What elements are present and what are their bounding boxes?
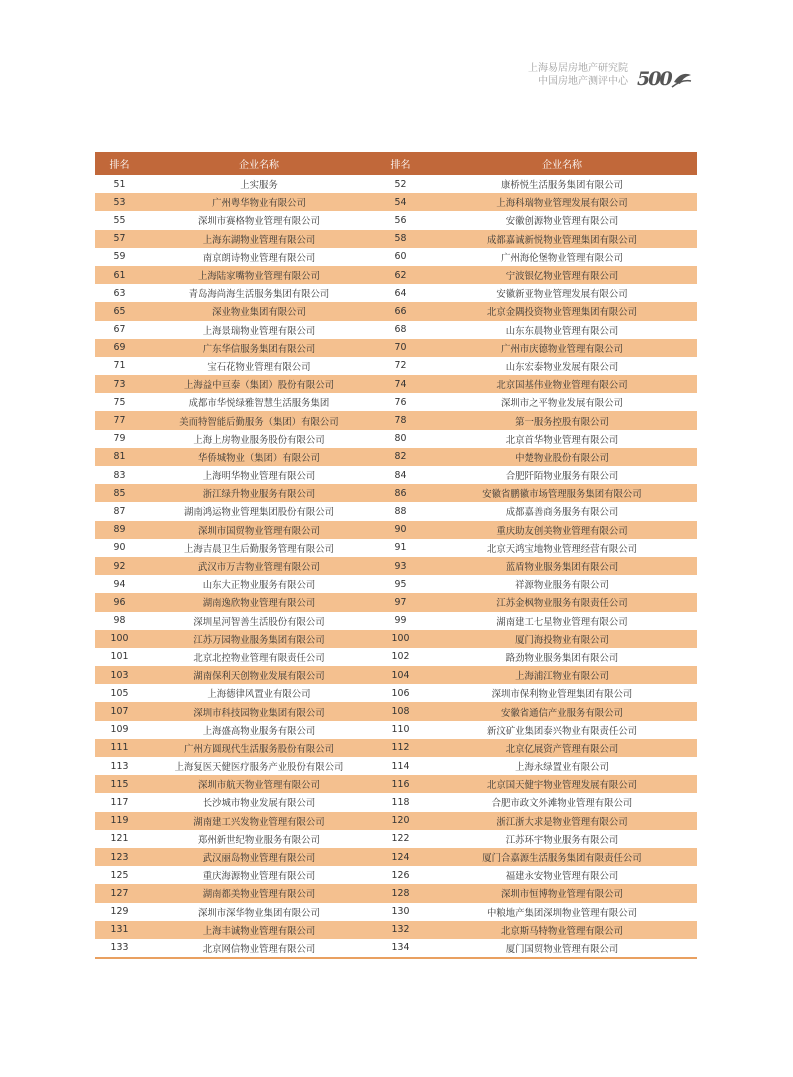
table-row: [95, 502, 697, 520]
company-name-cell: 深圳市深华物业集团有限公司: [198, 907, 320, 919]
company-name-cell: 重庆海源物业管理有限公司: [202, 871, 316, 883]
ranking-table: [95, 152, 697, 957]
rank-cell: 85: [113, 487, 126, 499]
rank-cell: 95: [394, 578, 407, 590]
company-name-cell: 上海陆家嘴物业管理有限公司: [198, 271, 320, 283]
company-name-cell: 深圳星河智善生活股份有限公司: [193, 616, 325, 628]
table-row: [95, 866, 697, 884]
rank-cell: 121: [110, 833, 129, 845]
company-name-cell: 上海上房物业服务股份有限公司: [193, 434, 325, 446]
table-bottom-rule: [95, 957, 697, 959]
rank-cell: 61: [113, 269, 126, 281]
company-name-cell: 上海明华物业管理有限公司: [202, 471, 316, 483]
company-name-cell: 山东宏泰物业发展有限公司: [505, 361, 619, 373]
company-name-cell: 郑州新世纪物业服务有限公司: [198, 834, 320, 846]
company-name-cell: 上海浦江物业有限公司: [515, 671, 609, 683]
company-name-cell: 江苏金枫物业服务有限责任公司: [496, 598, 628, 610]
rank-cell: 110: [391, 724, 410, 736]
table-row: [95, 302, 697, 320]
company-name-cell: 上海东湖物业管理有限公司: [202, 234, 316, 246]
rank-cell: 127: [110, 887, 129, 899]
company-name-cell: 广州粤华物业有限公司: [212, 198, 306, 210]
company-name-cell: 深圳市之平物业发展有限公司: [501, 398, 623, 410]
rank-cell: 92: [113, 560, 126, 572]
table-row: [95, 466, 697, 484]
rank-cell: 62: [394, 269, 407, 281]
rank-cell: 75: [113, 396, 126, 408]
rank-cell: 119: [110, 815, 129, 827]
rank-cell: 114: [391, 760, 410, 772]
company-name-cell: 武汉市万吉物业管理有限公司: [198, 562, 320, 574]
table-row: [95, 375, 697, 393]
rank-cell: 76: [394, 396, 407, 408]
table-row: [95, 430, 697, 448]
company-name-cell: 上海吉晨卫生后勤服务管理有限公司: [183, 543, 334, 555]
table-row: [95, 575, 697, 593]
rank-cell: 100: [110, 633, 129, 645]
company-name-cell: 深业物业集团有限公司: [212, 307, 306, 319]
rank-cell: 100: [391, 633, 410, 645]
company-name-cell: 第一服务控股有限公司: [515, 416, 609, 428]
company-name-cell: 青岛海尚海生活服务集团有限公司: [188, 289, 330, 301]
company-name-cell: 浙江浙大求是物业管理有限公司: [496, 816, 628, 828]
company-name-cell: 北京国基伟业物业管理有限公司: [496, 380, 628, 392]
rank-cell: 99: [394, 615, 407, 627]
company-name-cell: 上海永绿置业有限公司: [515, 762, 609, 774]
table-row: [95, 702, 697, 720]
table-row: [95, 230, 697, 248]
table-row: [95, 775, 697, 793]
rank-cell: 69: [113, 342, 126, 354]
table-row: [95, 830, 697, 848]
company-name-cell: 长沙城市物业发展有限公司: [202, 798, 316, 810]
table-row: [95, 357, 697, 375]
rank-cell: 54: [394, 196, 407, 208]
rank-cell: 51: [113, 178, 126, 190]
rank-cell: 87: [113, 505, 126, 517]
rank-cell: 134: [391, 942, 410, 954]
company-name-cell: 上海益中亘泰（集团）股份有限公司: [183, 380, 334, 392]
company-header: 企业名称: [542, 160, 582, 171]
table-row: [95, 739, 697, 757]
rank-cell: 77: [113, 415, 126, 427]
company-name-cell: 上海景瑞物业管理有限公司: [202, 325, 316, 337]
rank-cell: 120: [391, 815, 410, 827]
table-row: [95, 939, 697, 957]
rank-cell: 74: [394, 378, 407, 390]
rank-cell: 130: [391, 906, 410, 918]
rank-cell: 70: [394, 342, 407, 354]
rank-cell: 98: [113, 615, 126, 627]
table-row: [95, 393, 697, 411]
rank-cell: 83: [113, 469, 126, 481]
company-name-cell: 北京网信物业管理有限公司: [202, 943, 316, 955]
table-row: [95, 648, 697, 666]
company-name-cell: 广州方圆现代生活服务股份有限公司: [183, 743, 334, 755]
rank-cell: 57: [113, 233, 126, 245]
table-row: [95, 921, 697, 939]
rank-cell: 129: [110, 906, 129, 918]
rank-cell: 58: [394, 233, 407, 245]
table-row: [95, 593, 697, 611]
company-name-cell: 深圳市科技园物业集团有限公司: [193, 707, 325, 719]
rank-cell: 90: [113, 542, 126, 554]
company-name-cell: 北京亿展资产管理有限公司: [505, 743, 619, 755]
table-row: [95, 630, 697, 648]
rank-cell: 122: [391, 833, 410, 845]
company-name-cell: 新汶矿业集团泰兴物业有限责任公司: [486, 725, 637, 737]
company-name-cell: 厦门合嘉源生活服务集团有限责任公司: [482, 853, 642, 865]
company-name-cell: 上海科瑞物业管理发展有限公司: [496, 198, 628, 210]
company-name-cell: 重庆助友创美物业管理有限公司: [496, 525, 628, 537]
rank-cell: 73: [113, 378, 126, 390]
rank-cell: 107: [110, 706, 129, 718]
table-row: [95, 211, 697, 229]
table-row: [95, 321, 697, 339]
rank-cell: 81: [113, 451, 126, 463]
rank-cell: 117: [110, 796, 129, 808]
rank-cell: 72: [394, 360, 407, 372]
rank-cell: 131: [110, 924, 129, 936]
company-name-cell: 合肥阡陌物业服务有限公司: [505, 471, 619, 483]
company-name-cell: 上海复医天健医疗服务产业股份有限公司: [174, 762, 344, 774]
company-name-cell: 安徽创源物业管理有限公司: [505, 216, 619, 228]
rank-cell: 102: [391, 651, 410, 663]
ranking-table-container: [95, 152, 697, 959]
rank-cell: 56: [394, 214, 407, 226]
rank-cell: 108: [391, 706, 410, 718]
table-row: [95, 666, 697, 684]
rank-cell: 91: [394, 542, 407, 554]
rank-cell: 94: [113, 578, 126, 590]
rank-cell: 109: [110, 724, 129, 736]
rank-cell: 68: [394, 324, 407, 336]
rank-cell: 112: [391, 742, 410, 754]
rank-cell: 97: [394, 596, 407, 608]
company-name-cell: 广东华信服务集团有限公司: [202, 343, 316, 355]
company-name-cell: 南京朗诗物业管理有限公司: [202, 252, 316, 264]
rank-cell: 65: [113, 305, 126, 317]
company-name-cell: 合肥市政文外滩物业管理有限公司: [491, 798, 633, 810]
company-name-cell: 上实服务: [240, 180, 278, 192]
rank-header: 排名: [390, 160, 411, 171]
table-row: [95, 903, 697, 921]
company-name-cell: 上海盛高物业服务有限公司: [202, 725, 316, 737]
company-name-cell: 北京首华物业管理有限公司: [505, 434, 619, 446]
rank-cell: 86: [394, 487, 407, 499]
table-row: [95, 284, 697, 302]
table-row: [95, 521, 697, 539]
rank-cell: 124: [391, 851, 410, 863]
table-row: [95, 684, 697, 702]
rank-cell: 82: [394, 451, 407, 463]
publisher-line-1: 上海易居房地产研究院: [528, 63, 628, 74]
rank-cell: 93: [394, 560, 407, 572]
table-row: [95, 448, 697, 466]
company-name-cell: 湖南建工七星物业管理有限公司: [496, 616, 628, 628]
rank-cell: 52: [394, 178, 407, 190]
page-header: [500, 60, 700, 94]
rank-cell: 123: [110, 851, 129, 863]
company-name-cell: 成都市华悦绿雅智慧生活服务集团: [188, 398, 330, 410]
company-name-cell: 北京国天健宇物业管理发展有限公司: [486, 780, 637, 792]
rank-cell: 125: [110, 869, 129, 881]
rank-cell: 79: [113, 433, 126, 445]
rank-cell: 105: [110, 687, 129, 699]
company-name-cell: 成都嘉诚新悦物业管理集团有限公司: [486, 234, 637, 246]
table-row: [95, 721, 697, 739]
company-name-cell: 蓝盾物业服务集团有限公司: [505, 562, 619, 574]
rank-cell: 133: [110, 942, 129, 954]
table-row: [95, 793, 697, 811]
rank-cell: 71: [113, 360, 126, 372]
company-name-cell: 安徽省鹏徽市场管理服务集团有限公司: [482, 489, 642, 501]
rank-cell: 66: [394, 305, 407, 317]
rank-cell: 88: [394, 505, 407, 517]
company-name-cell: 北京北控物业管理有限责任公司: [193, 652, 325, 664]
company-name-cell: 湖南建工兴发物业管理有限公司: [193, 816, 325, 828]
company-name-cell: 厦门海投物业有限公司: [515, 634, 609, 646]
table-row: [95, 339, 697, 357]
company-name-cell: 湖南都美物业管理有限公司: [202, 889, 316, 901]
rank-cell: 89: [113, 524, 126, 536]
company-name-cell: 安徽新亚物业管理发展有限公司: [496, 289, 628, 301]
company-name-cell: 上海丰诚物业管理有限公司: [202, 925, 316, 937]
table-row: [95, 484, 697, 502]
table-row: [95, 557, 697, 575]
rank-cell: 118: [391, 796, 410, 808]
table-row: [95, 612, 697, 630]
rank-cell: 104: [391, 669, 410, 681]
rank-cell: 60: [394, 251, 407, 263]
company-name-cell: 北京斯马特物业管理有限公司: [501, 925, 623, 937]
company-name-cell: 山东东晨物业管理有限公司: [505, 325, 619, 337]
table-row: [95, 812, 697, 830]
table-row: [95, 411, 697, 429]
company-name-cell: 山东大正物业服务有限公司: [202, 580, 316, 592]
company-name-cell: 广州市庆德物业管理有限公司: [501, 343, 623, 355]
company-name-cell: 安徽省通信产业服务有限公司: [501, 707, 623, 719]
company-name-cell: 华侨城物业（集团）有限公司: [198, 452, 320, 464]
rank-cell: 103: [110, 669, 129, 681]
company-name-cell: 美而特智能后勤服务（集团）有限公司: [179, 416, 339, 428]
rank-cell: 64: [394, 287, 407, 299]
company-name-cell: 湖南逸欣物业管理有限公司: [202, 598, 316, 610]
company-name-cell: 深圳市航天物业管理有限公司: [198, 780, 320, 792]
company-name-cell: 上海德律风置业有限公司: [207, 689, 311, 701]
table-row: [95, 848, 697, 866]
rank-cell: 128: [391, 887, 410, 899]
logo-text: 500: [637, 68, 671, 90]
company-name-cell: 宁波银亿物业管理有限公司: [505, 271, 619, 283]
rank-header: 排名: [109, 160, 130, 171]
rank-cell: 55: [113, 214, 126, 226]
company-name-cell: 中粮地产集团深圳物业管理有限公司: [486, 907, 637, 919]
rank-cell: 80: [394, 433, 407, 445]
company-name-cell: 祥源物业服务有限公司: [515, 580, 609, 592]
table-row: [95, 248, 697, 266]
company-name-cell: 浙江绿升物业服务有限公司: [202, 489, 316, 501]
rank-cell: 67: [113, 324, 126, 336]
rank-cell: 53: [113, 196, 126, 208]
table-row: [95, 757, 697, 775]
rank-cell: 59: [113, 251, 126, 263]
rank-cell: 115: [110, 778, 129, 790]
rank-cell: 78: [394, 415, 407, 427]
company-name-cell: 广州海伦堡物业管理有限公司: [501, 252, 623, 264]
company-name-cell: 宝石花物业管理有限公司: [207, 361, 311, 373]
table-row: [95, 884, 697, 902]
rank-cell: 126: [391, 869, 410, 881]
rank-cell: 106: [391, 687, 410, 699]
company-name-cell: 路劲物业服务集团有限公司: [505, 652, 619, 664]
rank-cell: 116: [391, 778, 410, 790]
rank-cell: 84: [394, 469, 407, 481]
publisher-names: [518, 62, 628, 88]
table-row: [95, 266, 697, 284]
top500-logo: [636, 66, 692, 90]
company-name-cell: 江苏万园物业服务集团有限公司: [193, 634, 325, 646]
publisher-line-2: 中国房地产测评中心: [538, 76, 628, 87]
rank-cell: 132: [391, 924, 410, 936]
company-name-cell: 成都嘉善商务服务有限公司: [505, 507, 619, 519]
table-header-row: [95, 152, 697, 175]
company-name-cell: 中楚物业股份有限公司: [515, 452, 609, 464]
company-name-cell: 湖南鸿运物业管理集团股份有限公司: [183, 507, 334, 519]
rank-cell: 111: [110, 742, 129, 754]
rank-cell: 90: [394, 524, 407, 536]
rank-cell: 63: [113, 287, 126, 299]
rank-cell: 96: [113, 596, 126, 608]
company-name-cell: 厦门国贸物业管理有限公司: [505, 943, 619, 955]
table-row: [95, 175, 697, 193]
rank-cell: 113: [110, 760, 129, 772]
table-row: [95, 193, 697, 211]
company-name-cell: 康桥悦生活服务集团有限公司: [501, 180, 623, 192]
table-row: [95, 539, 697, 557]
rank-cell: 101: [110, 651, 129, 663]
company-name-cell: 湖南保利天创物业发展有限公司: [193, 671, 325, 683]
company-header: 企业名称: [239, 160, 279, 171]
company-name-cell: 深圳市赛格物业管理有限公司: [198, 216, 320, 228]
company-name-cell: 深圳市恒博物业管理有限公司: [501, 889, 623, 901]
company-name-cell: 北京天鸿宝地物业管理经营有限公司: [486, 543, 637, 555]
company-name-cell: 北京金隅投资物业管理集团有限公司: [486, 307, 637, 319]
company-name-cell: 深圳市国贸物业管理有限公司: [198, 525, 320, 537]
company-name-cell: 武汉丽岛物业管理有限公司: [202, 853, 316, 865]
company-name-cell: 深圳市保利物业管理集团有限公司: [491, 689, 633, 701]
company-name-cell: 江苏环宇物业服务有限公司: [505, 834, 619, 846]
company-name-cell: 福建永安物业管理有限公司: [505, 871, 619, 883]
